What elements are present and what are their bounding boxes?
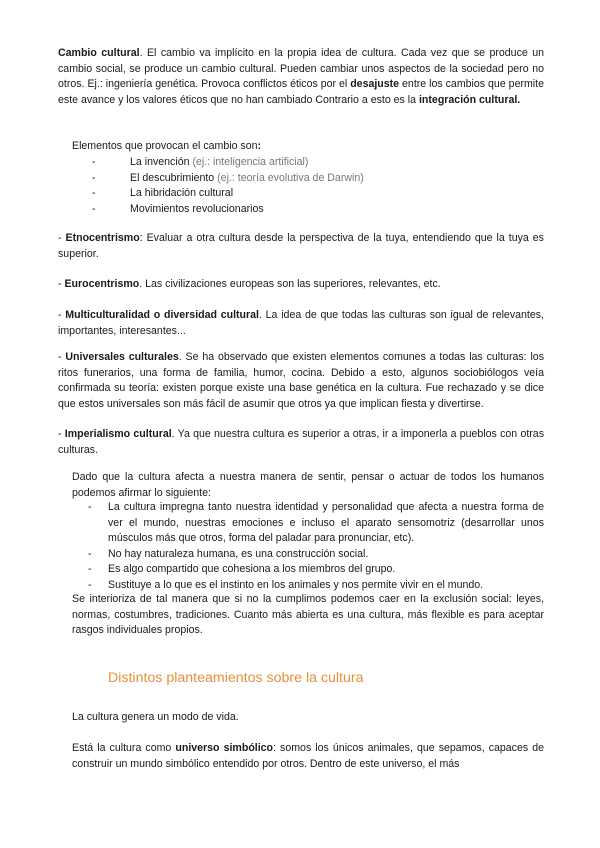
paragraph-dado-intro: Dado que la cultura afecta a nuestra manera de sentir, pensar o actuar de todos los humanos podemos afirmar lo siguiente: — [72, 471, 544, 499]
list-afirmaciones — [88, 500, 544, 593]
paragraph-cambio-cultural: Cambio cultural. El cambio va implícito en la propia idea de cultura. Cada vez que se produce un cambio social, se produce un cambio cultural. Pueden cambiar unos aspectos de la sociedad pero no otros. Ej.: ingeniería genética. Provoca conflictos éticos por el desajuste entre los cambios que permite este avance y los valores éticos que no han cambiado Contrario a esto es la integración cultural. — [58, 47, 544, 106]
paragraph-etnocentrismo: - Etnocentrismo: Evaluar a otra cultura desde la perspectiva de la tuya, entendiendo que la tuya es superior. — [58, 232, 544, 260]
paragraph-modo-vida: La cultura genera un modo de vida. — [72, 711, 239, 723]
paragraph-multiculturalidad: - Multiculturalidad o diversidad cultural. La idea de que todas las culturas son igual de relevantes, importantes, interesantes... — [58, 309, 544, 337]
list-item: - La cultura impregna tanto nuestra identidad y personalidad que afecta a nuestra forma de ver el mundo, nuestras emociones e incluso el aparato sensomotriz (desarrollar unos músculos más que otros, forma del paladar para pronunciar, etc). — [88, 501, 544, 544]
section-heading: Distintos planteamientos sobre la cultura — [108, 670, 364, 686]
list-item: - La hibridación cultural — [92, 187, 234, 199]
list-item: - No hay naturaleza humana, es una construcción social. — [88, 547, 369, 560]
paragraph-elementos-intro: Elementos que provocan el cambio son: — [72, 140, 262, 152]
list-item: - Movimientos revolucionarios — [92, 202, 264, 215]
list-item: - Es algo compartido que cohesiona a los miembros del grupo. — [88, 563, 396, 575]
list-elementos-cambio — [92, 155, 492, 217]
list-item: - El descubrimiento (ej.: teoría evolutiva de Darwin) — [92, 171, 364, 184]
paragraph-eurocentrismo: - Eurocentrismo. Las civilizaciones europeas son las superiores, relevantes, etc. — [58, 278, 441, 290]
paragraph-dado-outro: Se interioriza de tal manera que si no la cumplimos podemos caer en la exclusión social: leyes, normas, costumbres, tradiciones. Cuanto más abierta es una cultura, más flexible es para aceptar rasgos individuales propios. — [72, 593, 544, 636]
list-item: - Sustituye a lo que es el instinto en los animales y nos permite vivir en el mundo. — [88, 578, 484, 591]
paragraph-universo-simbolico: Está la cultura como universo simbólico: somos los únicos animales, que sepamos, capaces de construir un mundo simbólico entendido por otros. Dentro de este universo, el más — [72, 742, 545, 770]
list-item: - La invención (ej.: inteligencia artificial) — [92, 156, 309, 168]
paragraph-universales-culturales: - Universales culturales. Se ha observado que existen elementos comunes a todas las culturas: los ritos funerarios, una forma de familia, humor, cocina. Debido a esto, algunos sociobiólogos veía confirmada su teoría: existen porque existe una base genética en la cultura. Fue rechazado y se dice que estos universales son más fácil de asumir que otros ya que implican fiesta y divertirse. — [58, 351, 544, 410]
paragraph-imperialismo-cultural: - Imperialismo cultural. Ya que nuestra cultura es superior a otras, ir a imponerla a pueblos con otras culturas. — [58, 428, 544, 456]
